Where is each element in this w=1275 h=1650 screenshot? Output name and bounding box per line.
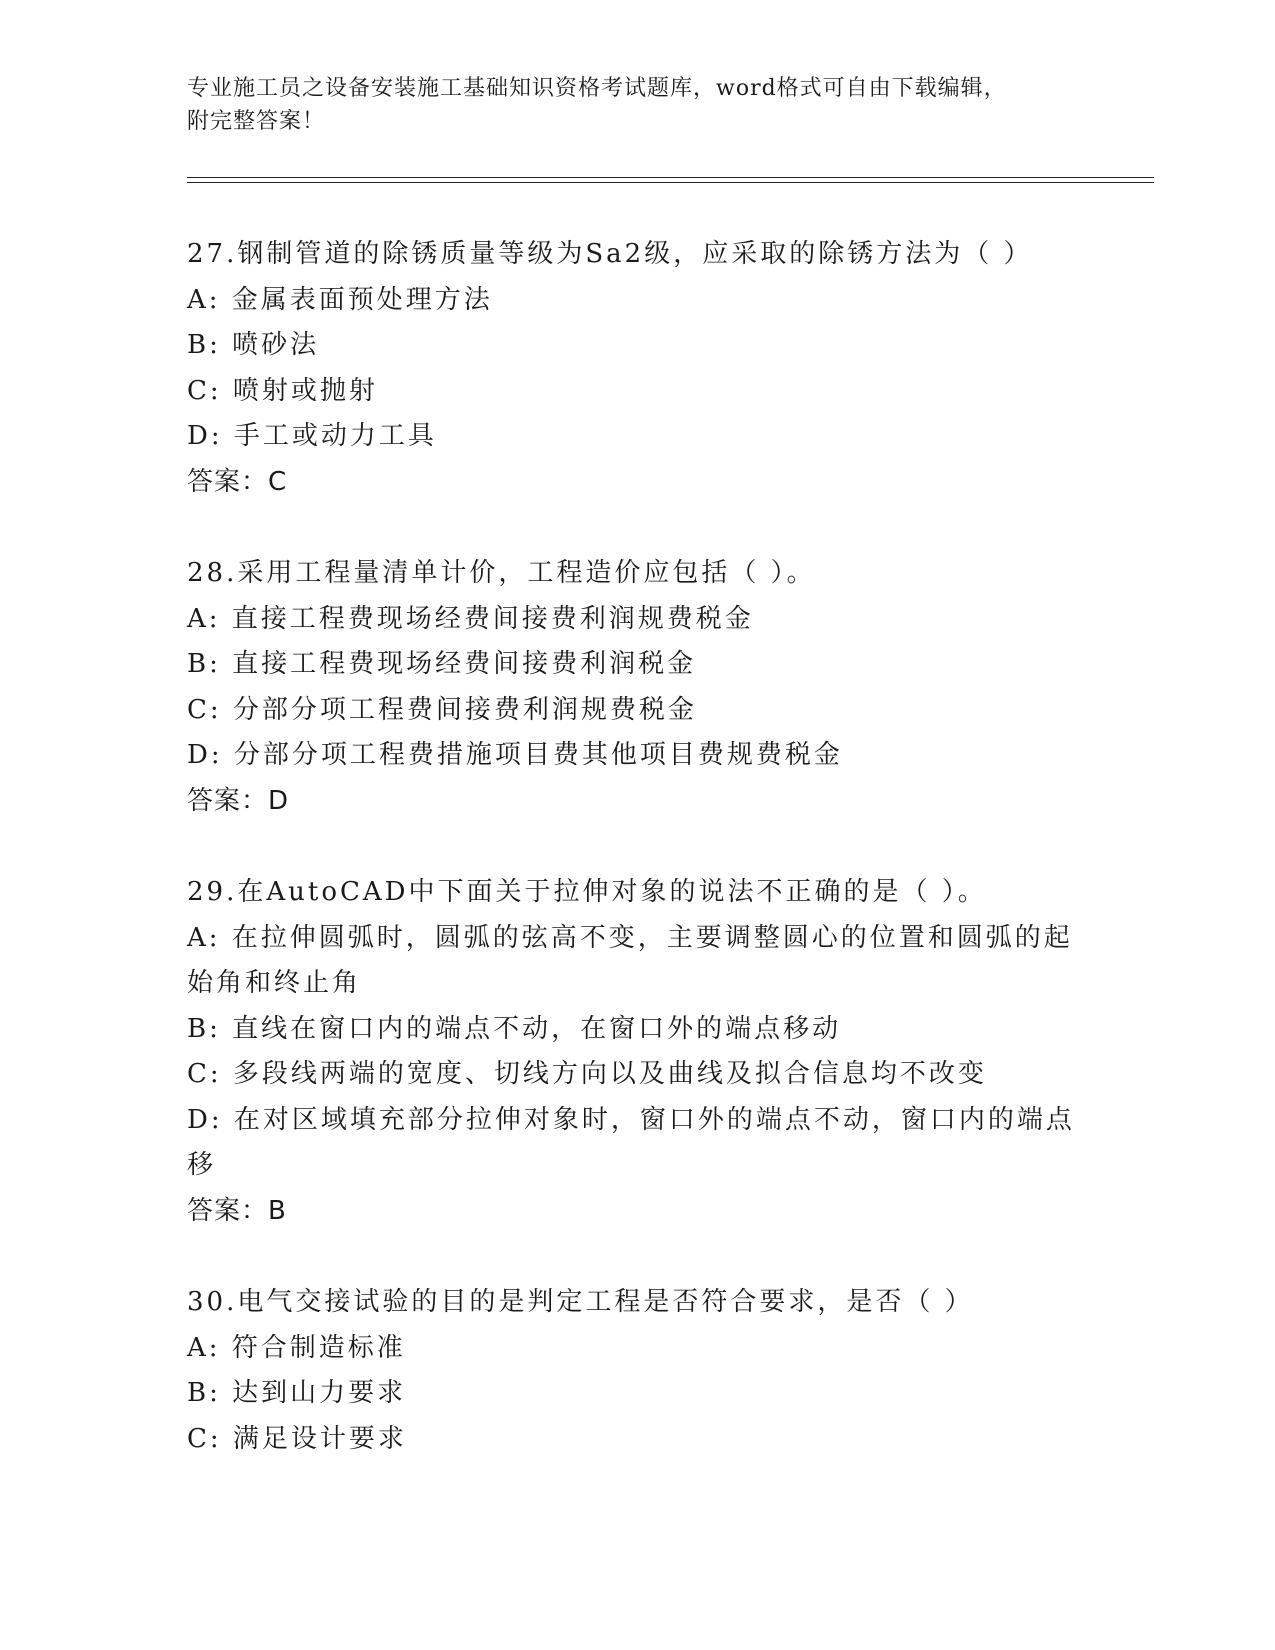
answer-label: 答案：D <box>187 785 290 816</box>
option-d: D: 手工或动力工具 <box>187 421 437 451</box>
option-c: C: 满足设计要求 <box>187 1423 407 1454</box>
option-c: C: 喷射或抛射 <box>187 375 378 406</box>
question-stem: 30.电气交接试验的目的是判定工程是否符合要求，是否（ ） <box>187 1287 974 1317</box>
option-a: A: 在拉伸圆弧时，圆弧的弦高不变，主要调整圆心的位置和圆弧的起始角和终止角 <box>187 922 1073 998</box>
answer-label: 答案：B <box>187 1195 287 1226</box>
option-d: D: 分部分项工程费措施项目费其他项目费规费税金 <box>187 740 843 770</box>
spacer <box>187 505 1077 551</box>
answer-label: 答案：C <box>187 466 288 497</box>
question-30 <box>187 1280 1077 1462</box>
question-list <box>187 232 1077 1462</box>
option-b: B: 喷砂法 <box>187 330 320 360</box>
option-c: C: 多段线两端的宽度、切线方向以及曲线及拟合信息均不改变 <box>187 1059 987 1089</box>
header-divider-top <box>187 177 1154 178</box>
header-line-2: 附完整答案！ <box>187 109 326 134</box>
question-27 <box>187 232 1077 505</box>
spacer <box>187 824 1077 870</box>
option-a: A: 符合制造标准 <box>187 1332 406 1363</box>
option-b: B: 直接工程费现场经费间接费利润税金 <box>187 649 697 679</box>
option-b: B: 达到山力要求 <box>187 1378 407 1408</box>
option-c: C: 分部分项工程费间接费利润规费税金 <box>187 694 697 725</box>
question-stem: 28.采用工程量清单计价，工程造价应包括（ ）。 <box>187 558 816 588</box>
question-28 <box>187 551 1077 824</box>
option-a: A: 金属表面预处理方法 <box>187 284 493 315</box>
document-header <box>187 72 1067 138</box>
spacer <box>187 1234 1077 1280</box>
question-29 <box>187 870 1077 1234</box>
question-stem: 29.在AutoCAD中下面关于拉伸对象的说法不正确的是（ ）。 <box>187 877 987 907</box>
option-a: A: 直接工程费现场经费间接费利润规费税金 <box>187 603 754 634</box>
header-line-1: 专业施工员之设备安装施工基础知识资格考试题库，word格式可自由下载编辑， <box>187 76 1007 101</box>
option-d: D: 在对区域填充部分拉伸对象时，窗口外的端点不动，窗口内的端点移 <box>187 1104 1075 1180</box>
header-divider-bottom <box>187 182 1154 183</box>
question-stem: 27.钢制管道的除锈质量等级为Sa2级，应采取的除锈方法为（ ） <box>187 239 1033 269</box>
option-b: B: 直线在窗口内的端点不动，在窗口外的端点移动 <box>187 1013 842 1044</box>
